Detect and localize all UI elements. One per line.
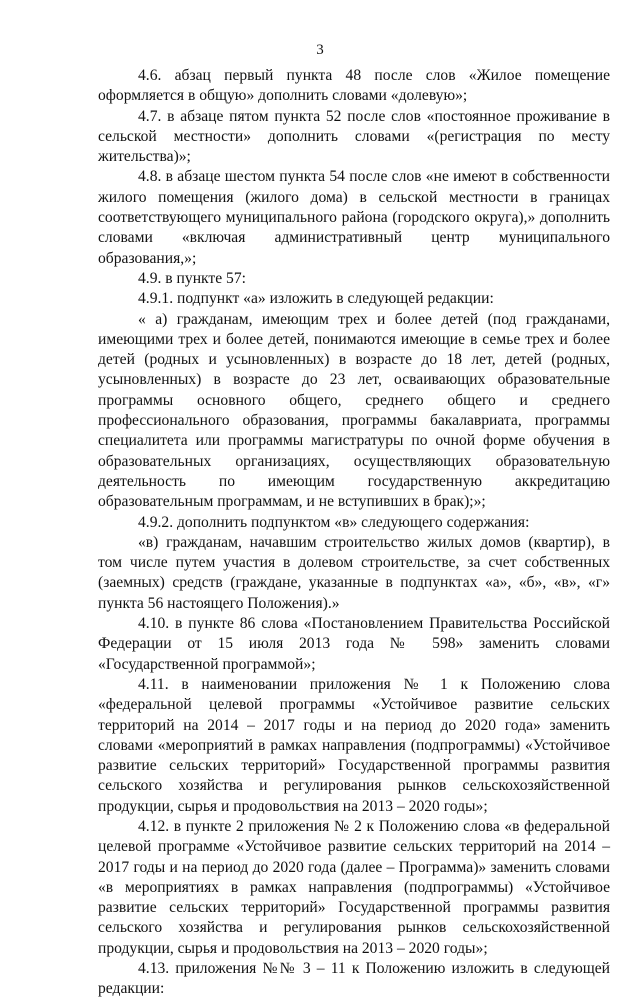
paragraph-subitem-v: «в) гражданам, начавшим строительство жилых домов (квартир), в том числе путем участия в долевом строительстве, за счет собственных (заемных) средств (граждане, указанные в подпунктах «а», «б», «в», «г» пункта 56 настоящего Положения).» — [98, 533, 610, 612]
paragraph-4-6: 4.6. абзац первый пункта 48 после слов «Жилое помещение оформляется в общую» дополнить словами «долевую»; — [98, 67, 610, 105]
paragraph-4-10: 4.10. в пункте 86 слова «Постановлением Правительства Российской Федерации от 15 июля 2013 года № 598» заменить словами «Государственной программой»; — [98, 615, 610, 673]
paragraph-4-11: 4.11. в наименовании приложения № 1 к Положению слова «федеральной целевой программы «Устойчивое развитие сельских территорий на 2014 – 2017 годы и на период до 2020 года» заменить словами «мероприятий в рамках направления (подпрограммы) «Устойчивое развитие сельских территорий» Государственной программы развития сельского хозяйства и регулирования рынков сельскохозяйственной продукции, сырья и продовольствия на 2013 – 2020 годы»; — [98, 675, 610, 815]
paragraph-4-9-1: 4.9.1. подпункт «а» изложить в следующей редакции: — [138, 290, 494, 308]
document-body — [98, 66, 610, 1000]
paragraph-4-9-2: 4.9.2. дополнить подпунктом «в» следующего содержания: — [138, 513, 530, 531]
paragraph-4-8: 4.8. в абзаце шестом пункта 54 после слов «не имеют в собственности жилого помещения (жилого дома) в сельской местности в границах соответствующего муниципального района (городского округа),» дополнить словами «включая административный центр муниципального образования,»; — [98, 168, 610, 267]
paragraph-4-13: 4.13. приложения №№ 3 – 11 к Положению изложить в следующей редакции: — [98, 960, 610, 998]
paragraph-4-9: 4.9. в пункте 57: — [138, 269, 246, 287]
paragraph-4-12: 4.12. в пункте 2 приложения № 2 к Положению слова «в федеральной целевой программе «Устойчивое развитие сельских территорий на 2014 – 2017 годы и на период до 2020 года (далее – Программа)» заменить словами «в мероприятиях в рамках направления (подпрограммы) «Устойчивое развитие сельских территорий» Государственной программы развития сельского хозяйства и регулирования рынков сельскохозяйственной продукции, сырья и продовольствия на 2013 – 2020 годы»; — [98, 817, 610, 957]
paragraph-4-7: 4.7. в абзаце пятом пункта 52 после слов «постоянное проживание в сельской местности» дополнить словами «(регистрация по месту жительства)»; — [98, 107, 610, 166]
page-number: 3 — [316, 42, 324, 58]
paragraph-subitem-a: « а) гражданам, имеющим трех и более детей (под гражданами, имеющими трех и более детей, понимаются имеющие в семье трех и более детей (родных и усыновленных) в возрасте до 18 лет, детей (родных, усыновленных) в возрасте до 23 лет, осваивающих образовательные программы основного общего, среднего общего и среднего профессионального образования, программы бакалавриата, программы специалитета или программы магистратуры по очной форме обучения в образовательных организациях, осуществляющих образовательную деятельность по имеющим государственную аккредитацию образовательным программам, и не вступивших в брак);»; — [98, 310, 610, 511]
